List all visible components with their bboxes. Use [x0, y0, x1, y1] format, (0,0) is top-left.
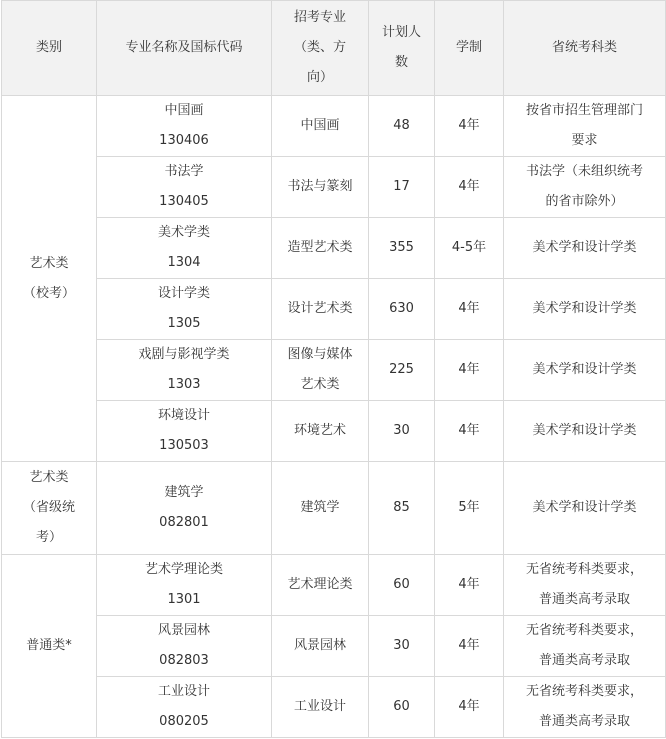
group-art-school: 艺术类 （校考） — [2, 96, 97, 462]
header-recruit-major: 招考专业 （类、方 向） — [272, 1, 369, 96]
plan-cell: 30 — [369, 401, 435, 462]
exam-cell: 按省市招生管理部门 要求 — [504, 96, 666, 157]
plan-cell: 30 — [369, 616, 435, 677]
plan-cell: 48 — [369, 96, 435, 157]
recruit-cell: 艺术理论类 — [272, 555, 369, 616]
plan-cell: 630 — [369, 279, 435, 340]
table-row — [2, 401, 666, 462]
plan-cell: 60 — [369, 677, 435, 738]
exam-cell: 美术学和设计学类 — [504, 279, 666, 340]
exam-cell: 无省统考科类要求， 普通类高考录取 — [504, 677, 666, 738]
exam-cell: 美术学和设计学类 — [504, 401, 666, 462]
table-row — [2, 96, 666, 157]
recruit-cell: 风景园林 — [272, 616, 369, 677]
duration-cell: 4年 — [435, 616, 504, 677]
plan-cell: 85 — [369, 462, 435, 555]
duration-cell: 4年 — [435, 555, 504, 616]
duration-cell: 4年 — [435, 340, 504, 401]
table-row — [2, 279, 666, 340]
recruit-cell: 设计艺术类 — [272, 279, 369, 340]
header-major-name: 专业名称及国标代码 — [97, 1, 272, 96]
duration-cell: 4年 — [435, 157, 504, 218]
major-name-cell: 环境设计 130503 — [97, 401, 272, 462]
duration-cell: 5年 — [435, 462, 504, 555]
major-name-cell: 设计学类 1305 — [97, 279, 272, 340]
recruit-cell: 图像与媒体 艺术类 — [272, 340, 369, 401]
exam-cell: 无省统考科类要求， 普通类高考录取 — [504, 616, 666, 677]
table-row — [2, 340, 666, 401]
exam-cell: 书法学（未组织统考 的省市除外） — [504, 157, 666, 218]
table-row — [2, 462, 666, 555]
major-name-cell: 风景园林 082803 — [97, 616, 272, 677]
plan-cell: 17 — [369, 157, 435, 218]
exam-cell: 美术学和设计学类 — [504, 218, 666, 279]
table-row — [2, 677, 666, 738]
recruit-cell: 工业设计 — [272, 677, 369, 738]
duration-cell: 4年 — [435, 677, 504, 738]
major-name-cell: 工业设计 080205 — [97, 677, 272, 738]
exam-cell: 无省统考科类要求， 普通类高考录取 — [504, 555, 666, 616]
header-exam-category: 省统考科类 — [504, 1, 666, 96]
major-name-cell: 中国画 130406 — [97, 96, 272, 157]
group-art-provincial: 艺术类 （省级统 考） — [2, 462, 97, 555]
recruit-cell: 建筑学 — [272, 462, 369, 555]
exam-cell: 美术学和设计学类 — [504, 462, 666, 555]
table-row — [2, 616, 666, 677]
recruit-cell: 造型艺术类 — [272, 218, 369, 279]
header-category: 类别 — [2, 1, 97, 96]
table-row — [2, 157, 666, 218]
major-name-cell: 书法学 130405 — [97, 157, 272, 218]
recruit-cell: 书法与篆刻 — [272, 157, 369, 218]
major-name-cell: 美术学类 1304 — [97, 218, 272, 279]
duration-cell: 4年 — [435, 96, 504, 157]
plan-cell: 355 — [369, 218, 435, 279]
plan-cell: 225 — [369, 340, 435, 401]
major-name-cell: 戏剧与影视学类 1303 — [97, 340, 272, 401]
plan-cell: 60 — [369, 555, 435, 616]
exam-cell: 美术学和设计学类 — [504, 340, 666, 401]
recruit-cell: 环境艺术 — [272, 401, 369, 462]
major-name-cell: 艺术学理论类 1301 — [97, 555, 272, 616]
duration-cell: 4-5年 — [435, 218, 504, 279]
admission-plan-table — [1, 0, 666, 738]
group-general: 普通类* — [2, 555, 97, 738]
header-row — [2, 1, 666, 96]
major-name-cell: 建筑学 082801 — [97, 462, 272, 555]
table-row — [2, 555, 666, 616]
duration-cell: 4年 — [435, 401, 504, 462]
duration-cell: 4年 — [435, 279, 504, 340]
table-row — [2, 218, 666, 279]
header-duration: 学制 — [435, 1, 504, 96]
header-plan-count: 计划人 数 — [369, 1, 435, 96]
recruit-cell: 中国画 — [272, 96, 369, 157]
